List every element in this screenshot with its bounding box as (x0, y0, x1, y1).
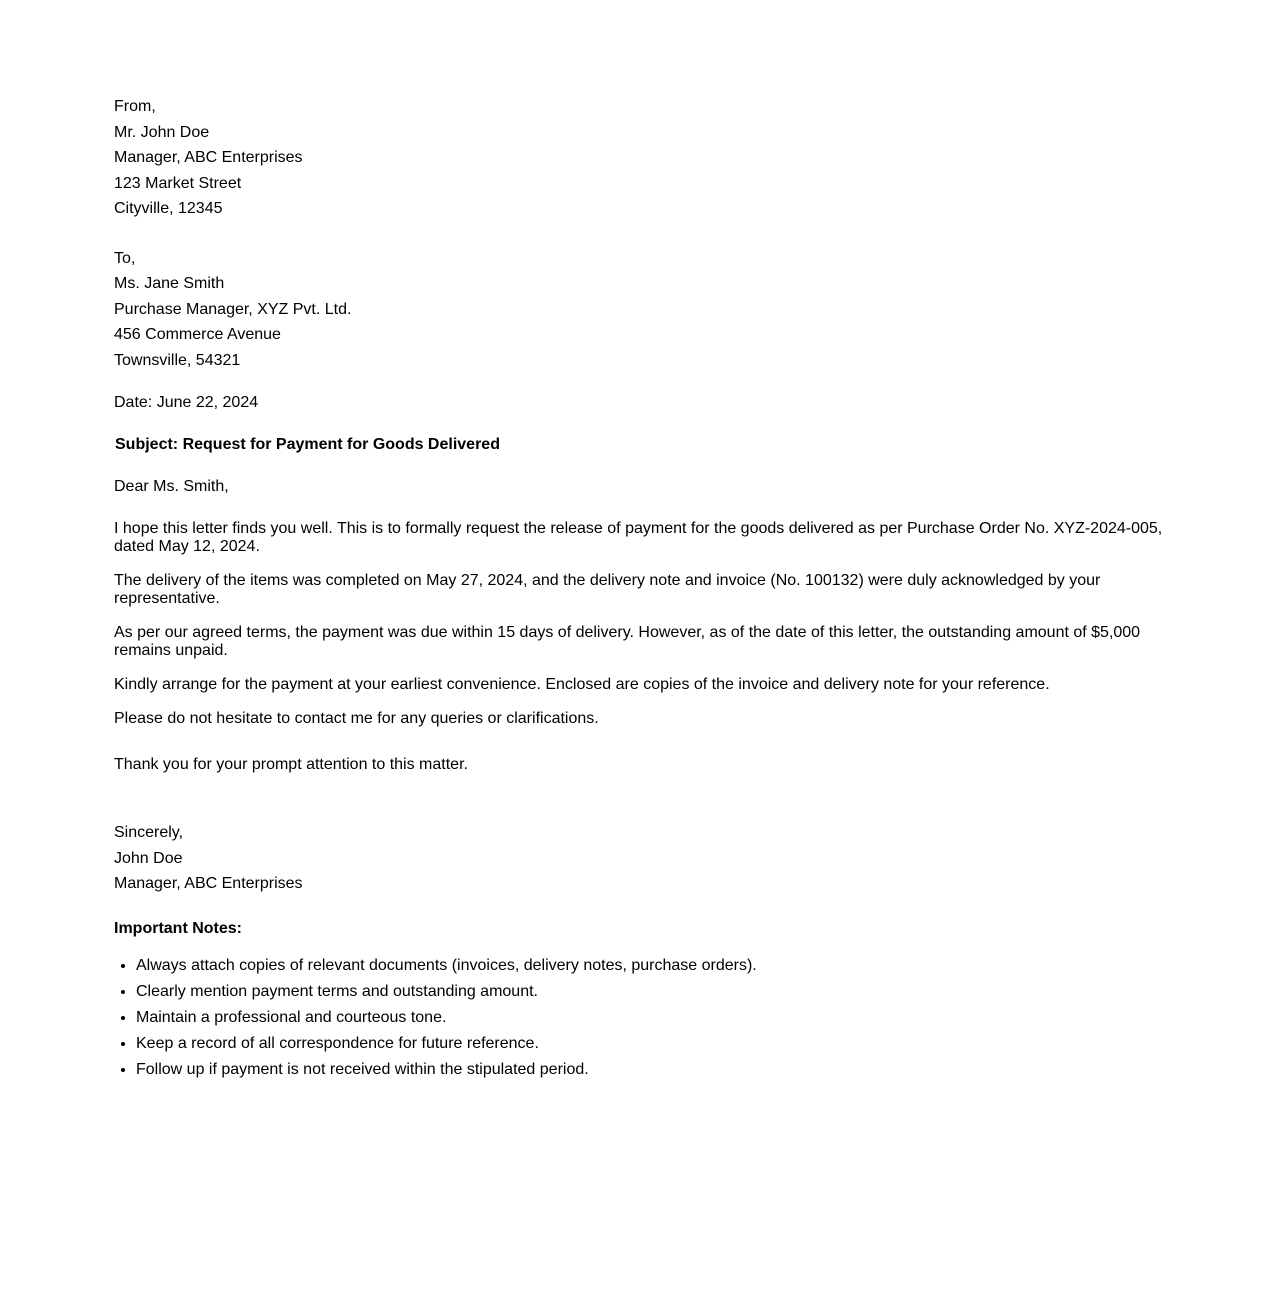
body-paragraph: Please do not hesitate to contact me for any queries or clarifications. (114, 710, 599, 727)
list-item: • Always attach copies of relevant documents (invoices, delivery notes, purchase orders). (136, 953, 1174, 979)
sender-city: Cityville, 12345 (114, 200, 223, 217)
sender-street: 123 Market Street (114, 174, 242, 192)
letter-subject: Subject: Request for Payment for Goods Delivered (115, 436, 500, 453)
list-item: • Keep a record of all correspondence for future reference. (136, 1031, 1174, 1057)
signatory-title: Manager, ABC Enterprises (114, 875, 303, 892)
notes-heading: Important Notes: (114, 919, 242, 937)
sender-heading: From, (114, 98, 156, 115)
sender-address (114, 94, 1174, 222)
letter-date: Date: June 22, 2024 (114, 394, 259, 411)
signatory-name: John Doe (114, 849, 183, 867)
notes-list (114, 953, 1174, 1083)
recipient-street: 456 Commerce Avenue (114, 326, 281, 343)
body-paragraph: The delivery of the items was completed on May 27, 2024, and the delivery note and invoice (No. 100132) were duly acknowledged by your representative. (114, 572, 1101, 607)
recipient-city: Townsville, 54321 (114, 351, 241, 369)
list-item: • Maintain a professional and courteous tone. (136, 1005, 1174, 1031)
recipient-title: Purchase Manager, XYZ Pvt. Ltd. (114, 300, 352, 318)
list-item: • Clearly mention payment terms and outstanding amount. (136, 979, 1174, 1005)
recipient-heading: To, (114, 249, 136, 267)
recipient-address (114, 246, 1174, 374)
closing-block (114, 820, 1174, 897)
body-paragraph: Thank you for your prompt attention to this matter. (114, 756, 468, 773)
letter-content (114, 94, 1174, 1083)
valediction: Sincerely, (114, 824, 184, 841)
body-paragraph: Kindly arrange for the payment at your earliest convenience. Enclosed are copies of the invoice and delivery note for your reference. (114, 676, 1050, 693)
body-paragraph: As per our agreed terms, the payment was due within 15 days of delivery. However, as of the date of this letter, the outstanding amount of $5,000 remains unpaid. (114, 624, 1141, 659)
sender-name: Mr. John Doe (114, 123, 210, 141)
sender-title: Manager, ABC Enterprises (114, 149, 303, 166)
salutation: Dear Ms. Smith, (114, 478, 229, 495)
recipient-name: Ms. Jane Smith (114, 275, 225, 292)
list-item: • Follow up if payment is not received within the stipulated period. (136, 1057, 1174, 1083)
body-paragraph: I hope this letter finds you well. This is to formally request the release of payment for the goods delivered as per Purchase Order No. XYZ-2024-005, dated May 12, 2024. (114, 520, 1163, 555)
